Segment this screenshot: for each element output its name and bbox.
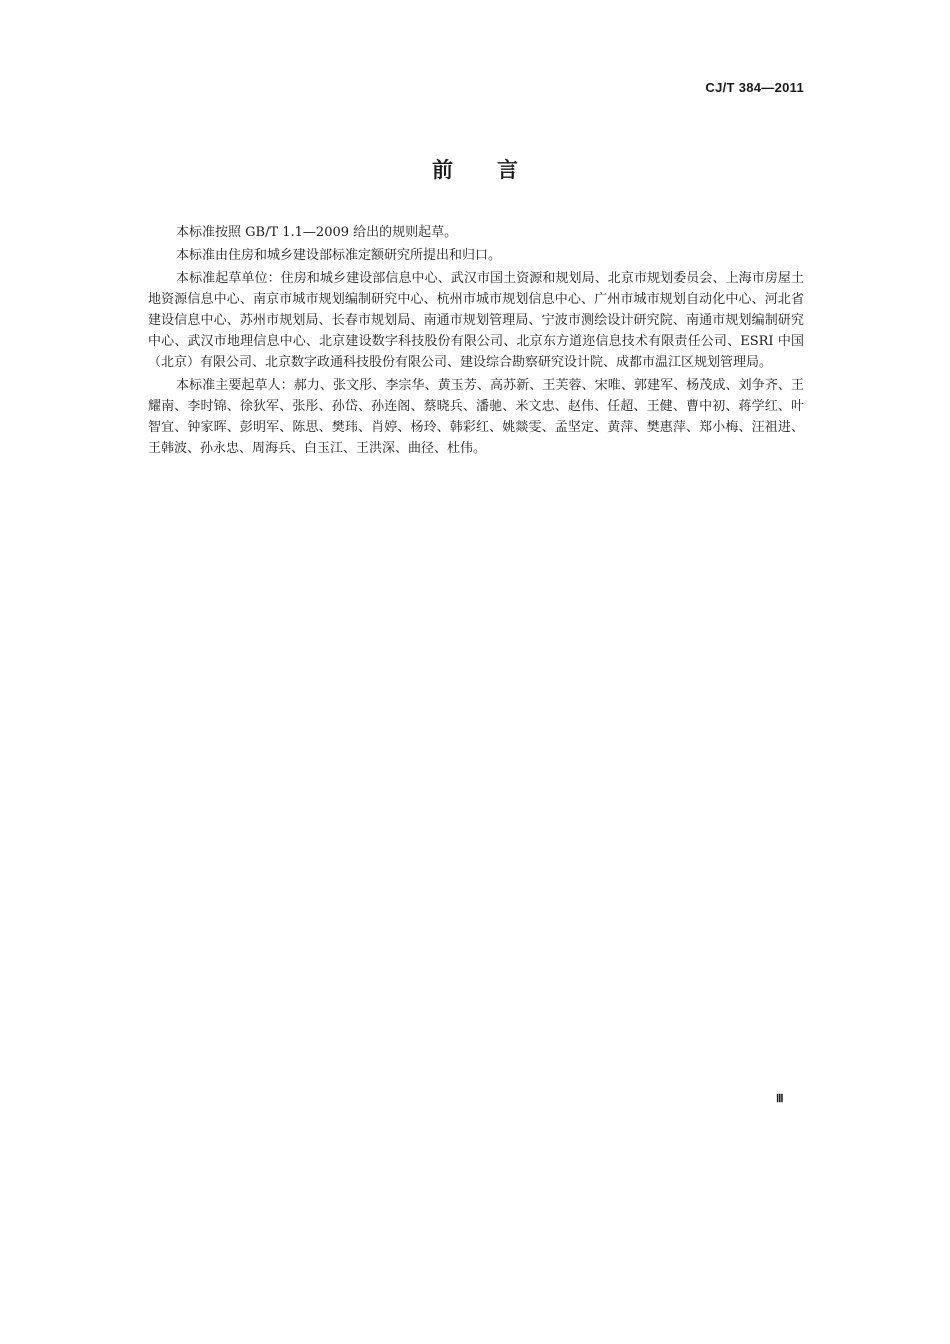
page-title: 前言 xyxy=(432,158,562,182)
paragraph-drafters: 本标准主要起草人：郝力、张文彤、李宗华、黄玉芳、高苏新、王芙蓉、宋唯、郭建军、杨茂成、刘争齐、王耀南、李时锦、徐狄军、张彤、孙岱、孙连阁、蔡晓兵、潘驰、米文忠、赵伟、任超、王健、曹中初、蒋学红、叶智宜、钟家晖、彭明军、陈思、樊玮、肖婷、杨玲、韩彩红、姚燚雯、孟坚定、黄萍、樊惠萍、郑小梅、汪祖进、王韩波、孙永忠、周海兵、白玉江、王洪深、曲径、杜伟。 xyxy=(148,378,804,456)
page-number: Ⅲ xyxy=(776,1093,784,1105)
paragraph-drafting-units: 本标准起草单位：住房和城乡建设部信息中心、武汉市国土资源和规划局、北京市规划委员会、上海市房屋土地资源信息中心、南京市城市规划编制研究中心、杭州市城市规划信息中心、广州市城市规划自动化中心、河北省建设信息中心、苏州市规划局、长春市规划局、南通市规划管理局、宁波市测绘设计研究院、南通市规划编制研究中心、武汉市地理信息中心、北京建设数字科技股份有限公司、北京东方道迩信息技术有限责任公司、ESRI 中国（北京）有限公司、北京数字政通科技股份有限公司、建设综合勘察研究设计院、成都市温江区规划管理局。 xyxy=(148,271,804,370)
standard-code: CJ/T 384—2011 xyxy=(705,80,804,95)
paragraph-proposer: 本标准由住房和城乡建设部标准定额研究所提出和归口。 xyxy=(176,248,502,263)
foreword-body xyxy=(148,222,804,461)
paragraph-drafting-rules: 本标准按照 GB/T 1.1—2009 给出的规则起草。 xyxy=(176,225,458,240)
